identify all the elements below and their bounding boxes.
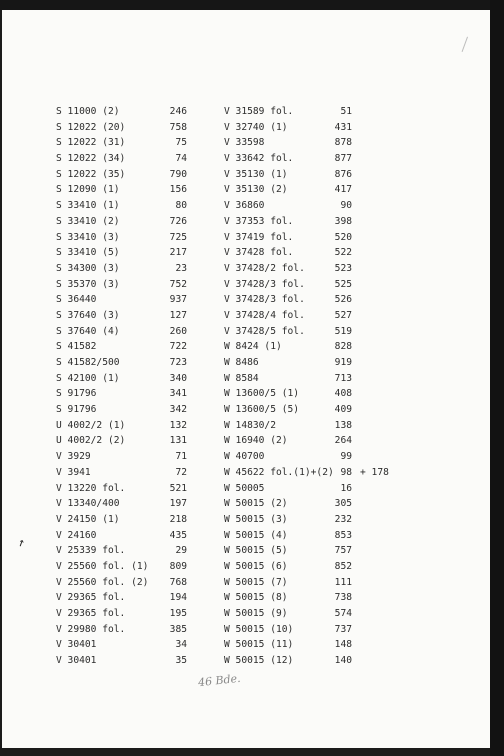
- page-number: 194: [169, 592, 187, 604]
- shelfmark: S 41582: [56, 341, 97, 353]
- index-entry: [224, 465, 454, 481]
- shelfmark: V 37428/3 fol.: [224, 278, 305, 290]
- page-number: 90: [340, 200, 352, 212]
- index-entry: [224, 355, 454, 371]
- index-entry: [56, 559, 186, 575]
- page-number: 246: [169, 106, 187, 117]
- document-page: [2, 10, 490, 748]
- shelfmark: S 33410 (5): [56, 247, 120, 259]
- shelfmark: S 12022 (20): [56, 121, 126, 133]
- page-number: 197: [169, 498, 187, 510]
- index-entry: [56, 371, 186, 387]
- index-entry: [56, 151, 186, 167]
- page-number: 574: [334, 608, 352, 619]
- page-number: 852: [334, 560, 352, 572]
- index-entry: [56, 386, 186, 402]
- page-number: 385: [169, 623, 187, 635]
- page-number: 148: [334, 639, 352, 651]
- page-number: 752: [169, 278, 187, 290]
- shelfmark: S 12090 (1): [56, 184, 120, 196]
- page-number: 132: [169, 419, 187, 431]
- index-entry: [224, 135, 454, 151]
- index-entry: [56, 590, 186, 606]
- page-number: 340: [169, 372, 187, 384]
- shelfmark: S 41582/500: [56, 357, 120, 368]
- page-number: 156: [169, 184, 187, 196]
- shelfmark: V 33642 fol.: [224, 153, 294, 165]
- shelfmark: W 50015 (4): [224, 529, 288, 541]
- page-number: 757: [334, 545, 352, 557]
- index-entry: [224, 230, 454, 246]
- page-number: 51: [340, 106, 352, 117]
- page-number: 140: [334, 655, 352, 667]
- shelfmark: V 29365 fol.: [56, 608, 126, 619]
- shelfmark: W 13600/5 (1): [224, 388, 300, 400]
- index-entry: [56, 418, 186, 434]
- page-number: 790: [169, 168, 187, 180]
- shelfmark: V 36860: [224, 200, 265, 212]
- index-entry: [56, 606, 186, 622]
- page-number: 435: [169, 529, 187, 541]
- index-entry: [224, 402, 454, 418]
- page-number: 525: [334, 278, 352, 290]
- page-number: 519: [334, 325, 352, 337]
- index-entry: [224, 277, 454, 293]
- page-number: 520: [334, 231, 352, 243]
- shelfmark: W 50015 (3): [224, 513, 288, 525]
- index-entry: [224, 512, 454, 528]
- page-number: 409: [334, 404, 352, 416]
- page-number: 876: [334, 168, 352, 180]
- shelfmark: V 29980 fol.: [56, 623, 126, 635]
- index-entry: [224, 292, 454, 308]
- shelfmark: V 32740 (1): [224, 121, 288, 133]
- shelfmark: S 12022 (34): [56, 153, 126, 165]
- page-number: 29: [175, 545, 187, 557]
- page-number: 195: [169, 608, 187, 619]
- index-entry: [56, 512, 186, 528]
- page-number: 877: [334, 153, 352, 165]
- shelfmark: W 50015 (7): [224, 576, 288, 588]
- shelfmark: V 35130 (1): [224, 168, 288, 180]
- shelfmark: S 11000 (2): [56, 106, 120, 117]
- page-number: 527: [334, 309, 352, 321]
- page-number: 738: [334, 592, 352, 604]
- page-number: 919: [334, 357, 352, 368]
- scan-border-right: [490, 0, 504, 756]
- index-entry: [56, 277, 186, 293]
- page-number: 138: [334, 419, 352, 431]
- shelfmark: V 29365 fol.: [56, 592, 126, 604]
- page-number: 758: [169, 121, 187, 133]
- page-number: 131: [169, 435, 187, 447]
- index-entry: [56, 135, 186, 151]
- page-number: 878: [334, 137, 352, 149]
- shelfmark: S 34300 (3): [56, 262, 120, 274]
- page-number: 342: [169, 404, 187, 416]
- shelfmark: W 40700: [224, 451, 265, 463]
- index-entry: [224, 386, 454, 402]
- shelfmark: V 3929: [56, 451, 91, 463]
- page-number: 522: [334, 247, 352, 259]
- shelfmark: V 3941: [56, 466, 91, 478]
- index-entry: [56, 214, 186, 230]
- page-number: 722: [169, 341, 187, 353]
- index-entry: [56, 120, 186, 136]
- index-entry: [56, 481, 186, 497]
- shelfmark: S 36440: [56, 294, 97, 306]
- shelfmark: W 8424 (1): [224, 341, 282, 353]
- page-number: 218: [169, 513, 187, 525]
- page-number: 127: [169, 309, 187, 321]
- page-number: 523: [334, 262, 352, 274]
- index-entry: [224, 214, 454, 230]
- pencil-mark: [462, 37, 478, 56]
- index-entry: [224, 308, 454, 324]
- page-number: 853: [334, 529, 352, 541]
- index-entry: [224, 559, 454, 575]
- page-number: 260: [169, 325, 187, 337]
- shelfmark: V 37428/3 fol.: [224, 294, 305, 306]
- shelfmark: V 37419 fol.: [224, 231, 294, 243]
- shelfmark: S 33410 (3): [56, 231, 120, 243]
- shelfmark: V 24160: [56, 529, 97, 541]
- index-entry: [224, 449, 454, 465]
- page-number: 521: [169, 482, 187, 494]
- index-entry: [224, 324, 454, 340]
- shelfmark: W 50015 (6): [224, 560, 288, 572]
- shelfmark: W 50005: [224, 482, 265, 494]
- page-number: 768: [169, 576, 187, 588]
- index-entry: [56, 292, 186, 308]
- shelfmark: S 33410 (2): [56, 215, 120, 227]
- shelfmark: V 30401: [56, 655, 97, 667]
- shelfmark: V 24150 (1): [56, 513, 120, 525]
- index-entry: [56, 104, 186, 120]
- page-number: 737: [334, 623, 352, 635]
- page-number: 723: [169, 357, 187, 368]
- shelfmark: U 4002/2 (1): [56, 419, 126, 431]
- index-entry: [224, 575, 454, 591]
- shelfmark: S 12022 (31): [56, 137, 126, 149]
- page-number: 713: [334, 372, 352, 384]
- shelfmark: S 91796: [56, 388, 97, 400]
- page-number: 75: [175, 137, 187, 149]
- shelfmark: V 37428/4 fol.: [224, 309, 305, 321]
- index-entry: [224, 339, 454, 355]
- index-entry: [224, 104, 454, 120]
- index-entry: [56, 449, 186, 465]
- shelfmark: V 13220 fol.: [56, 482, 126, 494]
- page-number: 526: [334, 294, 352, 306]
- index-entry: [224, 245, 454, 261]
- index-entry: [224, 167, 454, 183]
- index-entry: [56, 324, 186, 340]
- index-entry: [56, 198, 186, 214]
- index-entry: [224, 120, 454, 136]
- index-entry: [56, 653, 186, 669]
- shelfmark: V 25560 fol. (1): [56, 560, 149, 572]
- page-number: 398: [334, 215, 352, 227]
- shelfmark: W 8584: [224, 372, 259, 384]
- index-entry: [56, 543, 186, 559]
- index-entry: [56, 496, 186, 512]
- index-entry: [56, 230, 186, 246]
- index-entry: [224, 528, 454, 544]
- index-entry: [56, 339, 186, 355]
- shelfmark: W 16940 (2): [224, 435, 288, 447]
- page-number: 417: [334, 184, 352, 196]
- shelfmark: W 50015 (8): [224, 592, 288, 604]
- index-entry: [224, 198, 454, 214]
- index-entry: [56, 245, 186, 261]
- shelfmark: S 33410 (1): [56, 200, 120, 212]
- index-entry: [56, 308, 186, 324]
- page-number: 74: [175, 153, 187, 165]
- shelfmark: V 37428/5 fol.: [224, 325, 305, 337]
- shelfmark: W 50015 (10): [224, 623, 294, 635]
- index-entry: [224, 481, 454, 497]
- shelfmark: W 50015 (12): [224, 655, 294, 667]
- shelfmark: S 12022 (35): [56, 168, 126, 180]
- page-number: 809: [169, 560, 187, 572]
- shelfmark: W 50015 (5): [224, 545, 288, 557]
- index-entry: [56, 261, 186, 277]
- index-entry: [224, 590, 454, 606]
- shelfmark: V 33598: [224, 137, 265, 149]
- page-number: 341: [169, 388, 187, 400]
- index-entry: [56, 465, 186, 481]
- page-number: 99: [340, 451, 352, 463]
- page-number: 725: [169, 231, 187, 243]
- shelfmark: S 42100 (1): [56, 372, 120, 384]
- shelfmark: V 31589 fol.: [224, 106, 294, 117]
- index-entry: [56, 433, 186, 449]
- index-entry: [224, 637, 454, 653]
- shelfmark: W 50015 (11): [224, 639, 294, 651]
- page-number: 35: [175, 655, 187, 667]
- page-number: 431: [334, 121, 352, 133]
- index-entry: [224, 606, 454, 622]
- shelfmark: W 8486: [224, 357, 259, 368]
- page-number: 111: [334, 576, 352, 588]
- page-number: 80: [175, 200, 187, 212]
- page-number: 71: [175, 451, 187, 463]
- index-entry: [224, 653, 454, 669]
- page-number: 23: [175, 262, 187, 274]
- index-entry: [224, 151, 454, 167]
- index-entry: [56, 575, 186, 591]
- additional-page-number: + 178: [360, 466, 389, 478]
- shelfmark: W 50015 (2): [224, 498, 288, 510]
- page-number: 232: [334, 513, 352, 525]
- index-entry: [56, 637, 186, 653]
- margin-tick-mark: ↗: [14, 534, 27, 550]
- scan-border-top: [0, 0, 504, 10]
- shelfmark: V 35130 (2): [224, 184, 288, 196]
- index-entry: [224, 371, 454, 387]
- index-entry: [56, 622, 186, 638]
- page-number: 408: [334, 388, 352, 400]
- index-entry: [224, 543, 454, 559]
- page-number: 72: [175, 466, 187, 478]
- shelfmark: S 35370 (3): [56, 278, 120, 290]
- handwritten-note: 46 Bde.: [197, 671, 242, 690]
- shelfmark: V 37428/2 fol.: [224, 262, 305, 274]
- page-number: 98: [340, 466, 352, 478]
- index-entry: [224, 496, 454, 512]
- shelfmark: W 13600/5 (5): [224, 404, 300, 416]
- page-number: 937: [169, 294, 187, 306]
- shelfmark: V 25339 fol.: [56, 545, 126, 557]
- shelfmark: U 4002/2 (2): [56, 435, 126, 447]
- index-entry: [56, 355, 186, 371]
- index-entry: [224, 182, 454, 198]
- shelfmark: V 13340/400: [56, 498, 120, 510]
- index-entry: [224, 261, 454, 277]
- shelfmark: V 30401: [56, 639, 97, 651]
- shelfmark: W 14830/2: [224, 419, 276, 431]
- page-number: 217: [169, 247, 187, 259]
- index-column-right: [224, 104, 454, 669]
- page-number: 16: [340, 482, 352, 494]
- shelfmark: V 37353 fol.: [224, 215, 294, 227]
- index-entry: [224, 622, 454, 638]
- page-number: 726: [169, 215, 187, 227]
- index-entry: [224, 418, 454, 434]
- page-number: 828: [334, 341, 352, 353]
- shelfmark: S 37640 (4): [56, 325, 120, 337]
- index-entry: [56, 528, 186, 544]
- shelfmark: S 37640 (3): [56, 309, 120, 321]
- index-entry: [224, 433, 454, 449]
- shelfmark: V 25560 fol. (2): [56, 576, 149, 588]
- shelfmark: S 91796: [56, 404, 97, 416]
- shelfmark: W 50015 (9): [224, 608, 288, 619]
- page-number: 264: [334, 435, 352, 447]
- shelfmark: V 37428 fol.: [224, 247, 294, 259]
- shelfmark: W 45622 fol.(1)+(2): [224, 466, 334, 478]
- index-entry: [56, 167, 186, 183]
- index-column-left: [56, 104, 186, 669]
- page-number: 34: [175, 639, 187, 651]
- index-entry: [56, 182, 186, 198]
- page-number: 305: [334, 498, 352, 510]
- index-entry: [56, 402, 186, 418]
